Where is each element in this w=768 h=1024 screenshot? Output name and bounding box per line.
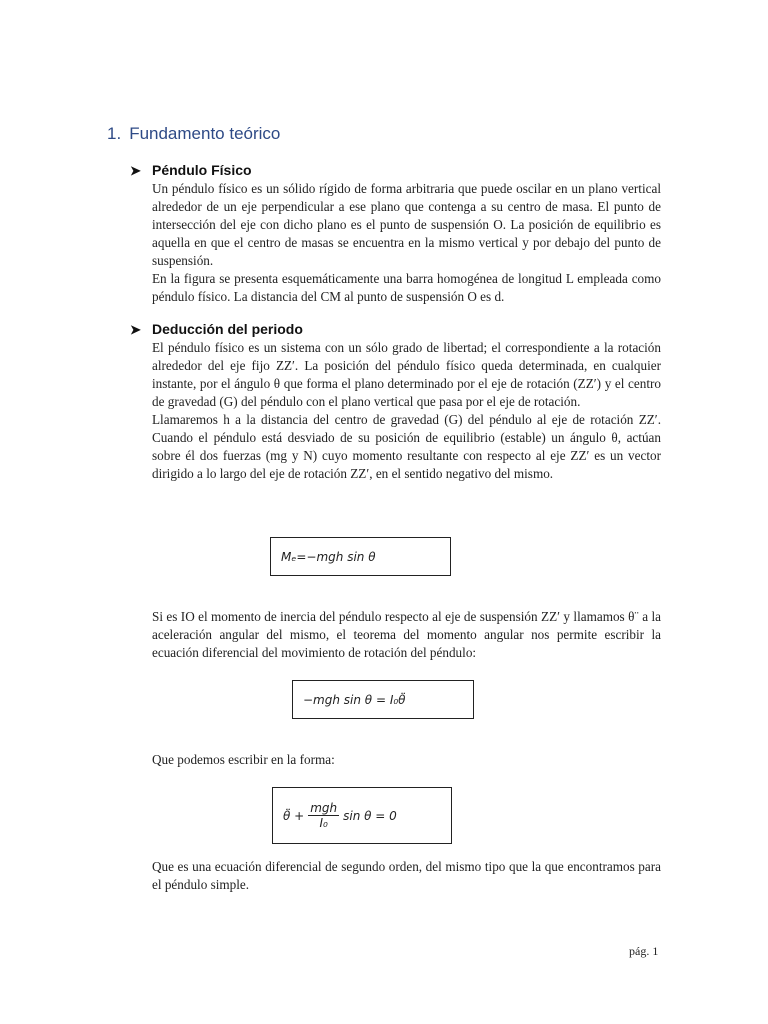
arrow-bullet-icon: ➤ <box>130 322 141 337</box>
equation-dinamica <box>292 680 474 719</box>
equation-lead: θ̈ + <box>283 808 305 823</box>
equation-text: −mgh sin θ = I₀θ̈ <box>303 692 406 707</box>
subsection-pendulo-fisico <box>130 162 252 179</box>
paragraph: Si es IO el momento de inercia del péndulo respecto al eje de suspensión ZZ′ y llamamos θ¨ a la aceleración angular del mismo, el teorema del momento angular nos permite escribir la ecuación diferencial del movimiento de rotación del péndulo: <box>152 609 661 660</box>
paragraph: En la figura se presenta esquemáticamente una barra homogénea de longitud L empleada como péndulo físico. La distancia del CM al punto de suspensión O es d. <box>152 271 661 304</box>
equation-diferencial <box>272 787 452 844</box>
paragraph: Que podemos escribir en la forma: <box>152 752 335 767</box>
subsection-deduccion <box>130 321 303 338</box>
conclusion-text <box>152 858 661 894</box>
fraction-numerator: mgh <box>310 801 338 815</box>
page-number: pág. 1 <box>629 944 659 958</box>
fraction <box>308 801 339 830</box>
subsection-title: Péndulo Físico <box>152 162 252 178</box>
equation-tail: sin θ = 0 <box>343 808 397 823</box>
heading-number: 1. <box>107 124 122 143</box>
heading-title: Fundamento teórico <box>129 124 281 143</box>
paragraph: El péndulo físico es un sistema con un sólo grado de libertad; el correspondiente a la rotación alrededor del eje fijo ZZ′. La posición del péndulo físico queda determinada, en cualquier instante, por el ángulo θ que forma el plano determinado por el eje de rotación (ZZ′) y el centro de gravedad (G) del péndulo con el plano vertical que pasa por el eje de rotación. <box>152 340 661 409</box>
pendulo-fisico-text <box>152 180 661 306</box>
paragraph: Que es una ecuación diferencial de segundo orden, del mismo tipo que la que encontramos para el péndulo simple. <box>152 859 661 892</box>
deduccion-text <box>152 339 661 483</box>
fraction-denominator: I₀ <box>319 816 328 830</box>
equation-text: Mₑ=−mgh sin θ <box>281 549 376 564</box>
arrow-bullet-icon: ➤ <box>130 163 141 178</box>
section-heading <box>107 124 280 144</box>
paragraph: Llamaremos h a la distancia del centro de gravedad (G) del péndulo al eje de rotación ZZ′. Cuando el péndulo está desviado de su posición de equilibrio (estable) un ángulo θ, actúan sobre él dos fuerzas (mg y N) cuyo momento resultante con respecto al eje ZZ′ es un vector dirigido a lo largo del eje de rotación ZZ′, en el sentido negativo del mismo. <box>152 412 661 481</box>
equation-momento <box>270 537 451 576</box>
paragraph: Un péndulo físico es un sólido rígido de forma arbitraria que puede oscilar en un plano vertical alrededor de un eje perpendicular a ese plano que contenga a su centro de masa. El punto de intersección del eje con dicho plano es el punto de suspensión O. La posición de equilibrio es aquella en que el centro de masas se encuentra en la mismo vertical y por debajo del punto de suspensión. <box>152 181 661 268</box>
inercia-text <box>152 608 661 662</box>
forma-text <box>152 751 661 769</box>
subsection-title: Deducción del periodo <box>152 321 303 337</box>
